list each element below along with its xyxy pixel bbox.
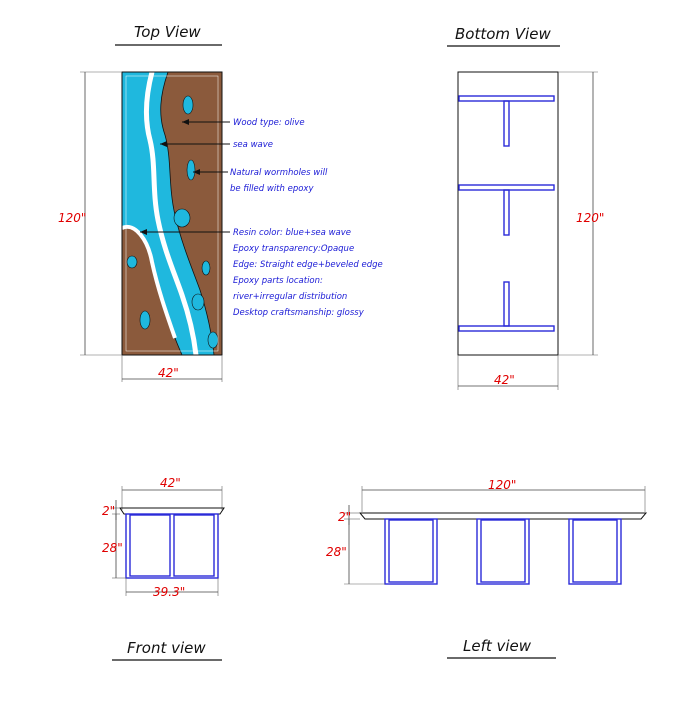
note-sea-wave: sea wave [233,140,273,150]
front-dim-height: 28" [102,541,123,555]
bottom-leg-stem [504,282,509,326]
bottom-outline [458,72,558,355]
left-view-title: Left view [463,637,532,655]
left-view [326,478,646,658]
note-resin-color: Resin color: blue+sea wave [233,228,351,238]
top-view-title: Top View [134,23,201,41]
top-dim-length: 120" [58,211,87,225]
top-wormhole [187,160,195,180]
front-leg-panel [130,515,170,576]
top-wormhole [127,256,137,268]
front-view [102,476,224,660]
top-wormhole [183,96,193,114]
front-tabletop [120,508,224,514]
front-leg-panel [174,515,214,576]
left-leg [477,519,529,584]
left-leg [385,519,437,584]
top-view [58,23,383,382]
bottom-dim-width: 42" [494,373,515,387]
left-tabletop [360,513,646,519]
bottom-view [447,25,604,390]
note-epoxy-location: Epoxy parts location: [233,276,323,286]
left-dim-thickness: 2" [338,510,352,524]
bottom-leg-stem [504,190,509,235]
top-wormhole [192,294,204,310]
bottom-view-title: Bottom View [455,25,551,43]
bottom-dim-length: 120" [576,211,605,225]
top-dim-width: 42" [158,366,179,380]
left-dim-length: 120" [488,478,517,492]
note-transparency: Epoxy transparency:Opaque [233,244,355,254]
bottom-crossbar [459,326,554,331]
left-leg-inner [389,520,433,582]
bottom-crossbar [459,96,554,101]
note-edge: Edge: Straight edge+beveled edge [233,260,383,270]
left-leg-inner [573,520,617,582]
top-wormhole [140,311,150,329]
note-craftsmanship: Desktop craftsmanship: glossy [233,308,364,318]
note-wormholes-2: be filled with epoxy [230,184,314,194]
top-wormhole [208,332,218,348]
note-wood-type: Wood type: olive [233,118,305,128]
bottom-crossbar [459,185,554,190]
left-dim-height: 28" [326,545,347,559]
note-wormholes: Natural wormholes will [230,168,328,178]
top-wormhole [174,209,190,227]
note-epoxy-location-2: river+irregular distribution [233,292,348,302]
front-view-title: Front view [127,639,206,657]
front-dim-thickness: 2" [102,504,116,518]
bottom-leg-stem [504,101,509,146]
front-leg-frame [126,514,218,578]
left-leg-inner [481,520,525,582]
top-wormhole [202,261,210,275]
front-dim-width: 42" [160,476,181,490]
left-leg [569,519,621,584]
front-dim-base: 39.3" [153,585,186,599]
